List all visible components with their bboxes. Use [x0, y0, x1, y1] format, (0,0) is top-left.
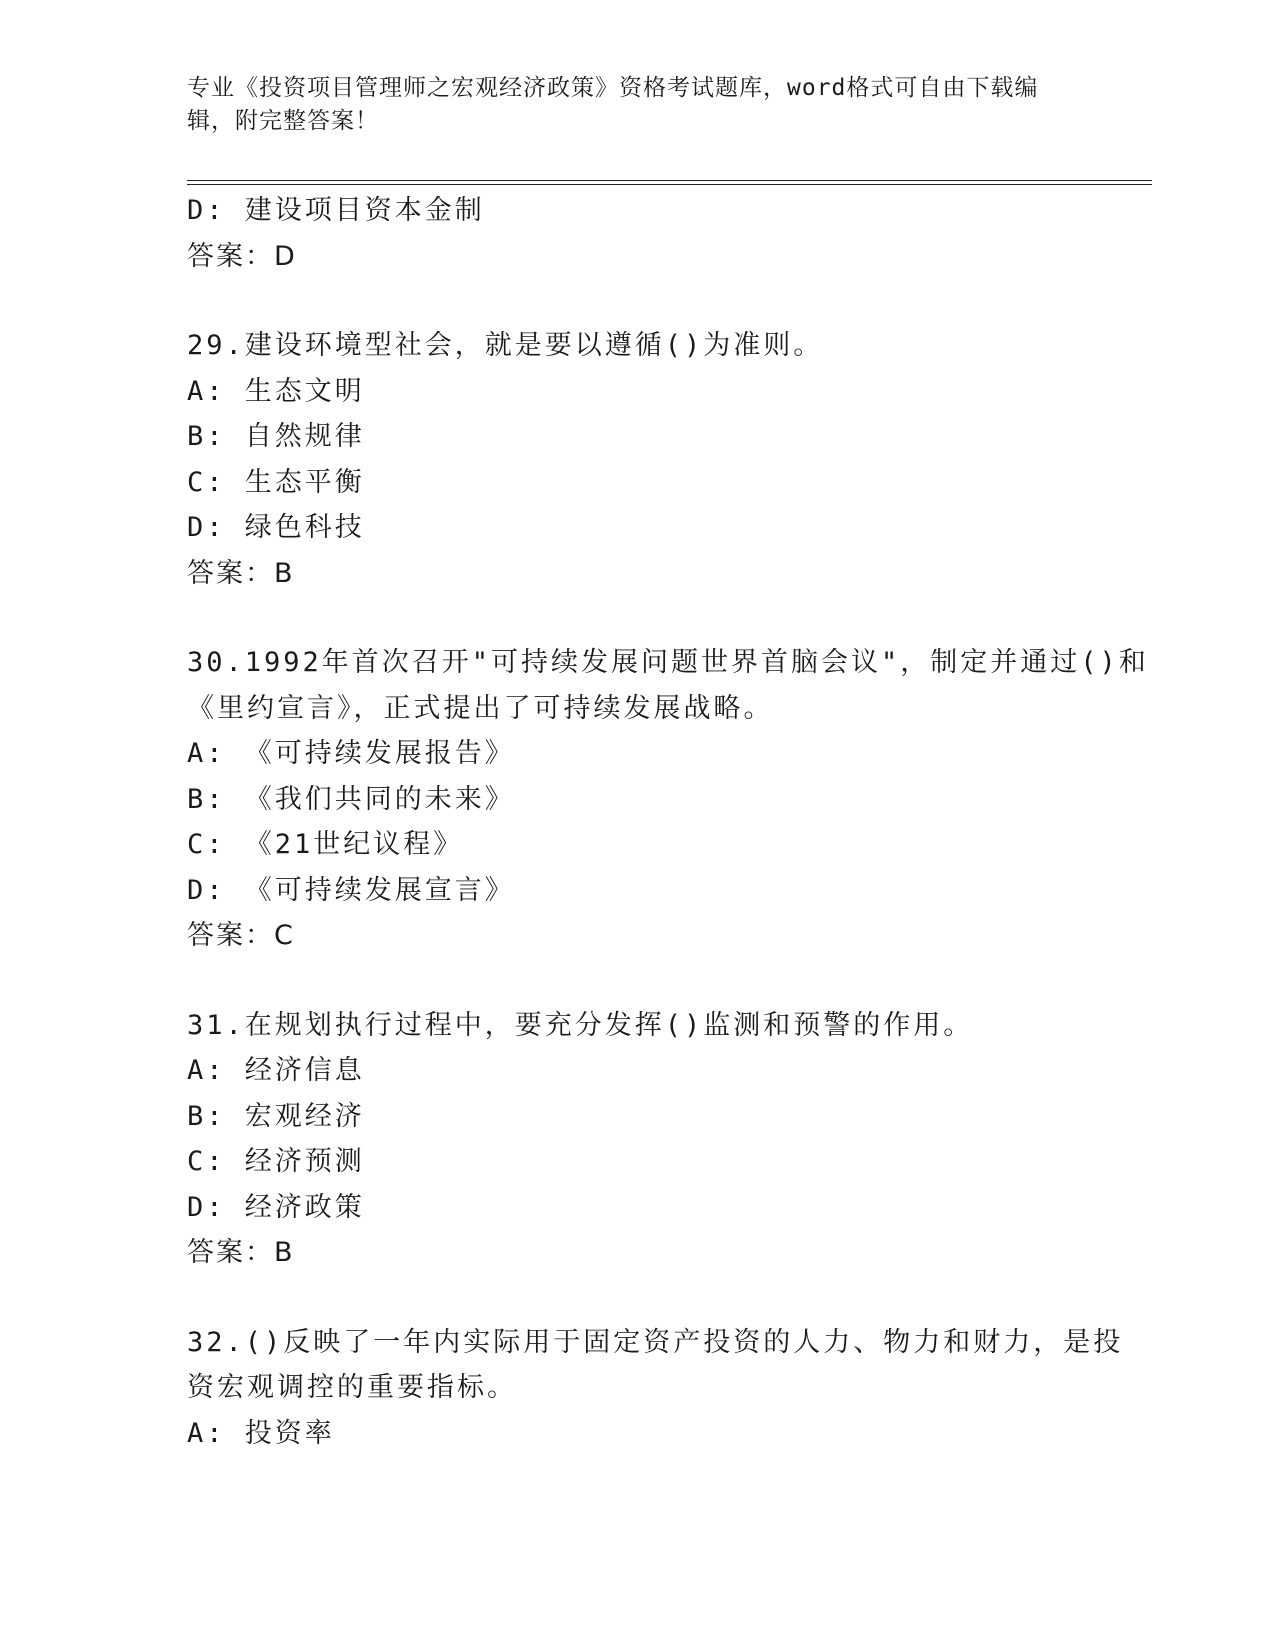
question-stem: 29.建设环境型社会，就是要以遵循()为准则。 [187, 330, 824, 361]
option-a: A: 生态文明 [187, 375, 365, 407]
question-30 [187, 640, 1149, 959]
spacer [187, 959, 1087, 1003]
document-header [187, 72, 1067, 138]
question-stem-continued: 资宏观调控的重要指标。 [187, 1372, 517, 1403]
spacer [187, 1276, 1087, 1320]
question-32 [187, 1320, 1124, 1457]
question-31 [187, 1003, 1087, 1276]
question-29 [187, 323, 1087, 596]
answer-line: 答案：B [187, 1237, 295, 1268]
option-c: C: 生态平衡 [187, 466, 365, 498]
option-a: A: 经济信息 [187, 1055, 365, 1086]
header-divider [187, 180, 1152, 181]
option-a: A: 《可持续发展报告》 [187, 738, 515, 769]
option-d: D: 《可持续发展宣言》 [187, 874, 515, 906]
header-line: 专业《投资项目管理师之宏观经济政策》资格考试题库，word格式可自由下载编 [187, 75, 1039, 101]
question-stem-continued: 《里约宣言》，正式提出了可持续发展战略。 [187, 692, 774, 724]
answer-line: 答案：D [187, 240, 297, 272]
option-a: A: 投资率 [187, 1417, 335, 1449]
question-list [187, 188, 1149, 1456]
spacer [187, 596, 1087, 640]
spacer [187, 279, 1087, 323]
question-stem: 32.()反映了一年内实际用于固定资产投资的人力、物力和财力，是投 [187, 1326, 1124, 1358]
option-d: D: 建设项目资本金制 [187, 195, 485, 226]
option-d: D: 经济政策 [187, 1191, 365, 1223]
option-c: C: 《21世纪议程》 [187, 829, 464, 860]
option-b: B: 宏观经济 [187, 1100, 365, 1132]
question-stem: 30.1992年首次召开"可持续发展问题世界首脑会议"，制定并通过()和 [187, 647, 1149, 678]
question-stem: 31.在规划执行过程中，要充分发挥()监测和预警的作用。 [187, 1009, 974, 1041]
answer-line: 答案：C [187, 920, 295, 951]
option-b: B: 《我们共同的未来》 [187, 783, 515, 815]
option-c: C: 经济预测 [187, 1146, 365, 1177]
option-b: B: 自然规律 [187, 421, 365, 452]
option-d: D: 绿色科技 [187, 512, 365, 543]
header-line: 辑，附完整答案！ [187, 108, 379, 134]
answer-line: 答案：B [187, 557, 295, 589]
header-divider [187, 184, 1152, 185]
